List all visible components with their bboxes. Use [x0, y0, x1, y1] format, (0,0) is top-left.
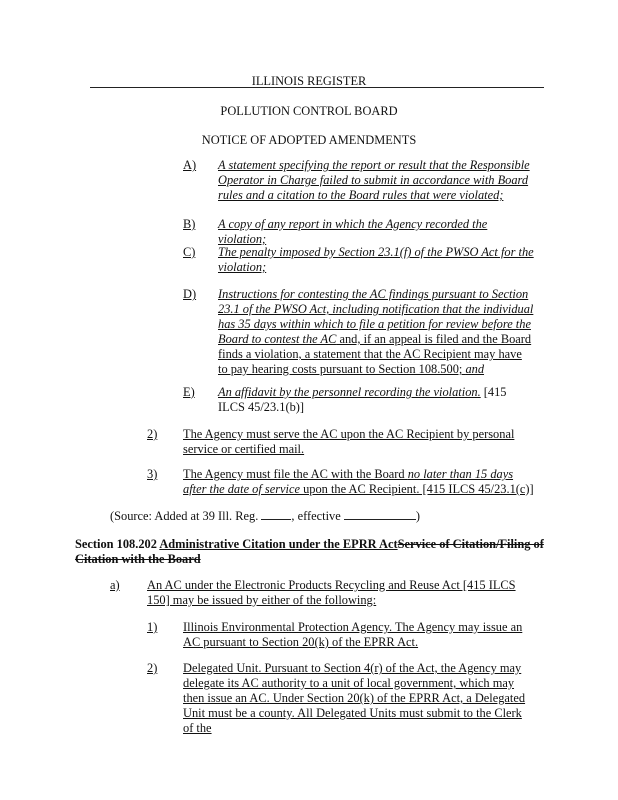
item-3-label: 3): [147, 467, 158, 481]
item-e-part2: [415 ILCS 45/23.1(b)]: [218, 385, 507, 414]
item-a-text: A statement specifying the report or result that the Responsible Operator in Charge failed to submit in accordance with Board rules and a citation to the Board rules that were violated;: [218, 158, 530, 202]
item-3-part3: upon the AC Recipient. [415 ILCS 45/23.1(c)]: [300, 482, 534, 496]
item-c-label: C): [183, 245, 196, 259]
item-d-label: D): [183, 287, 197, 301]
sub-a-text: An AC under the Electronic Products Recycling and Reuse Act [415 ILCS 150] may be issued by either of the following:: [147, 578, 516, 607]
item-d-text: [218, 287, 534, 377]
item-e-label: E): [183, 385, 195, 399]
item-b-text: A copy of any report in which the Agency recorded the violation;: [218, 217, 488, 246]
section-number: Section 108.202: [75, 537, 160, 551]
item-3-part1: The Agency must file the AC with the Board: [183, 467, 408, 481]
item-e-text: [218, 385, 534, 415]
item-b-label: B): [183, 217, 196, 231]
sub-a-label: a): [110, 578, 120, 592]
board-title: POLLUTION CONTROL BOARD: [220, 104, 398, 118]
section-old-title: Service of Citation/Filing of Citation with the Board: [75, 537, 544, 566]
register-title: ILLINOIS REGISTER: [251, 74, 367, 88]
section-new-title: Administrative Citation under the EPRR Act: [159, 537, 398, 551]
item-e-part1: An affidavit by the personnel recording the violation.: [218, 385, 481, 399]
item-a-label: A): [183, 158, 197, 172]
section-heading: [75, 537, 545, 567]
source-pre: (Source: Added at 39 Ill. Reg.: [110, 509, 262, 523]
sub-a2-label: 2): [147, 661, 158, 675]
sub-a1-text: Illinois Environmental Protection Agency. The Agency may issue an AC pursuant to Section 20(k) of the EPRR Act.: [183, 620, 523, 649]
source-post: ): [415, 509, 420, 523]
notice-title: NOTICE OF ADOPTED AMENDMENTS: [201, 133, 417, 147]
item-c-text: The penalty imposed by Section 23.1(f) of the PWSO Act for the violation;: [218, 245, 534, 274]
item-d-part2: and, if an appeal is filed and the Board finds a violation, a statement that the AC Recipient may have to pay hearing costs pursuant to Section 108.500;: [218, 332, 532, 376]
item-2-label: 2): [147, 427, 158, 441]
sub-a2-text: Delegated Unit. Pursuant to Section 4(r) of the Act, the Agency may delegate its AC authority to a unit of local government, which may then issue an AC. Under Section 20(k) of the EPRR Act, a Delegated Unit must be a county. All Delegated Units must submit to the Clerk of the: [183, 661, 526, 735]
sub-a1-label: 1): [147, 620, 158, 634]
source-line: [110, 509, 550, 524]
item-d-part3: and: [465, 362, 485, 376]
source-mid: , effective: [291, 509, 344, 523]
item-2-text: The Agency must serve the AC upon the AC Recipient by personal service or certified mail.: [183, 427, 515, 456]
item-3-part2: no later than 15 days after the date of service: [183, 467, 514, 496]
item-3-text: [183, 467, 538, 497]
source-blank-1: [261, 509, 291, 520]
source-blank-2: [344, 509, 416, 520]
item-d-part1: Instructions for contesting the AC findings pursuant to Section 23.1 of the PWSO Act, including notification that the individual has 35 days within which to file a petition for review before the Board to contest the AC: [218, 287, 534, 346]
